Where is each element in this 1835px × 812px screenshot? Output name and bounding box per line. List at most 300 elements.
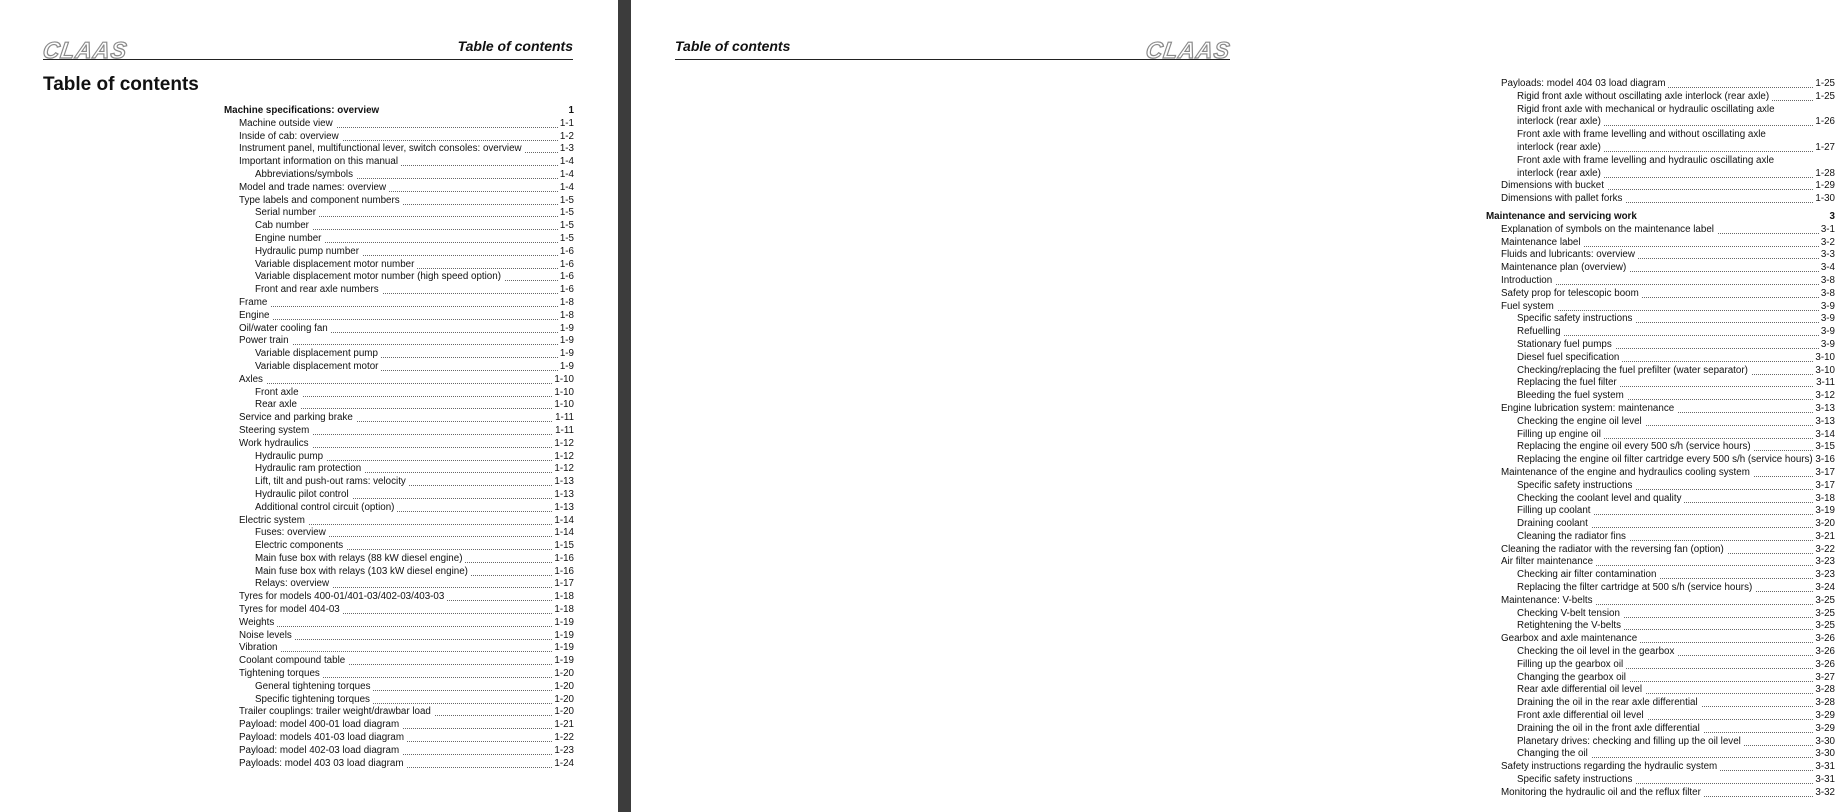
toc-entry[interactable] xyxy=(1486,736,1835,749)
toc-entry-page: 3-17 xyxy=(1815,479,1835,491)
toc-entry-page: 1-4 xyxy=(559,168,574,180)
toc-entry-page: 3-12 xyxy=(1815,390,1835,402)
toc-entry[interactable] xyxy=(224,604,574,617)
toc-entry-title: Hydraulic pilot control xyxy=(255,489,352,502)
toc-entry-title: Important information on this manual xyxy=(239,156,401,169)
toc-entry[interactable] xyxy=(224,182,574,195)
toc-list xyxy=(1486,78,1835,800)
toc-entry-page: 3-11 xyxy=(1816,377,1835,389)
toc-entry[interactable] xyxy=(1486,595,1835,608)
toc-entry-title: Additional control circuit (option) xyxy=(255,502,397,515)
toc-entry[interactable] xyxy=(1486,620,1835,633)
toc-entry[interactable] xyxy=(224,681,574,694)
toc-entry[interactable] xyxy=(1486,365,1835,378)
toc-entry-title: Cleaning the radiator with the reversing fan (option) xyxy=(1501,544,1727,557)
toc-entry-page: 1-10 xyxy=(554,399,574,411)
toc-entry[interactable] xyxy=(1486,748,1835,761)
toc-entry-title: Rear axle differential oil level xyxy=(1517,684,1645,697)
toc-entry[interactable] xyxy=(1486,608,1835,621)
toc-entry-title: Planetary drives: checking and filling up the oil level xyxy=(1517,736,1744,749)
toc-entry[interactable] xyxy=(1486,288,1835,301)
toc-entry-title: Diesel fuel specification xyxy=(1517,352,1622,365)
left-page xyxy=(0,0,618,812)
toc-entry[interactable] xyxy=(224,387,574,400)
toc-entry[interactable] xyxy=(224,578,574,591)
toc-entry-title: Fuses: overview xyxy=(255,527,329,540)
toc-entry-title: Cleaning the radiator fins xyxy=(1517,531,1629,544)
toc-entry[interactable] xyxy=(1486,390,1835,403)
toc-entry-page: 1 xyxy=(568,105,574,116)
toc-entry[interactable] xyxy=(1486,116,1835,129)
toc-entry-title: Checking V-belt tension xyxy=(1517,608,1623,621)
toc-entry-title: Maintenance and servicing work xyxy=(1486,211,1640,224)
toc-entry-title: Draining the oil in the rear axle differential xyxy=(1517,697,1701,710)
toc-entry[interactable] xyxy=(224,719,574,732)
toc-entry-page: 3-25 xyxy=(1815,594,1835,606)
toc-section-heading[interactable] xyxy=(1486,211,1835,224)
toc-entry-page: 3-9 xyxy=(1820,338,1835,350)
toc-entry[interactable] xyxy=(224,630,574,643)
toc-entry[interactable] xyxy=(224,310,574,323)
toc-entry-page: 1-22 xyxy=(554,732,574,744)
toc-entry[interactable] xyxy=(1486,155,1835,168)
toc-entry[interactable] xyxy=(1486,787,1835,800)
toc-entry[interactable] xyxy=(1486,556,1835,569)
toc-leader-dots xyxy=(239,319,574,320)
toc-entry-title: Safety prop for telescopic boom xyxy=(1501,288,1642,301)
toc-entry-title: Replacing the engine oil filter cartridge every 500 s/h (service hours) xyxy=(1517,454,1816,467)
toc-entry-title: Hydraulic ram protection xyxy=(255,463,364,476)
toc-entry-title: Replacing the filter cartridge at 500 s/h (service hours) xyxy=(1517,582,1755,595)
toc-entry[interactable] xyxy=(1486,467,1835,480)
toc-entry-page: 3-23 xyxy=(1815,569,1835,581)
toc-entry[interactable] xyxy=(1486,672,1835,685)
toc-entry[interactable] xyxy=(224,515,574,528)
toc-entry-page: 1-6 xyxy=(559,245,574,257)
toc-entry[interactable] xyxy=(1486,352,1835,365)
toc-entry-page: 1-17 xyxy=(554,578,574,590)
toc-entry-title: Explanation of symbols on the maintenance label xyxy=(1501,224,1717,237)
page-title: Table of contents xyxy=(43,74,199,95)
toc-leader-dots xyxy=(1517,335,1835,336)
toc-entry-page: 1-18 xyxy=(554,604,574,616)
toc-entry-title: Main fuse box with relays (103 kW diesel engine) xyxy=(255,566,471,579)
toc-entry-page: 3-19 xyxy=(1815,505,1835,517)
toc-entry-title: Service and parking brake xyxy=(239,412,356,425)
toc-entry[interactable] xyxy=(1486,249,1835,262)
toc-entry-title: Frame xyxy=(239,297,270,310)
toc-entry[interactable] xyxy=(224,451,574,464)
toc-entry-page: 1-9 xyxy=(559,360,574,372)
toc-entry-page: 1-16 xyxy=(554,552,574,564)
toc-entry-page: 3-31 xyxy=(1815,761,1835,773)
toc-entry[interactable] xyxy=(1486,633,1835,646)
toc-entry[interactable] xyxy=(1486,129,1835,142)
toc-entry[interactable] xyxy=(224,335,574,348)
toc-entry[interactable] xyxy=(1486,697,1835,710)
toc-entry[interactable] xyxy=(1486,723,1835,736)
toc-entry[interactable] xyxy=(1486,180,1835,193)
toc-entry[interactable] xyxy=(224,233,574,246)
toc-entry[interactable] xyxy=(1486,761,1835,774)
toc-entry-title: Main fuse box with relays (88 kW diesel engine) xyxy=(255,553,465,566)
toc-entry-title: Variable displacement motor number xyxy=(255,259,417,272)
toc-entry-title: Axles xyxy=(239,374,266,387)
toc-entry-title: Front axle xyxy=(255,387,302,400)
toc-entry[interactable] xyxy=(1486,684,1835,697)
toc-entry[interactable] xyxy=(1486,531,1835,544)
toc-entry-title: Relays: overview xyxy=(255,578,332,591)
toc-entry[interactable] xyxy=(224,118,574,131)
toc-entry-page: 3-20 xyxy=(1815,518,1835,530)
toc-entry-page: 1-4 xyxy=(559,181,574,193)
toc-entry-title: Payloads: model 403 03 load diagram xyxy=(239,758,406,771)
toc-entry-page: 1-6 xyxy=(559,284,574,296)
toc-entry-title: Lift, tilt and push-out rams: velocity xyxy=(255,476,409,489)
toc-entry[interactable] xyxy=(1486,505,1835,518)
toc-entry-page: 1-13 xyxy=(554,488,574,500)
toc-entry[interactable] xyxy=(224,374,574,387)
toc-entry-title: Retightening the V-belts xyxy=(1517,620,1624,633)
toc-entry[interactable] xyxy=(224,195,574,208)
toc-entry[interactable] xyxy=(224,412,574,425)
toc-entry-title: Specific safety instructions xyxy=(1517,313,1635,326)
toc-entry-title: Checking/replacing the fuel prefilter (water separator) xyxy=(1517,365,1751,378)
toc-list xyxy=(224,105,574,770)
toc-entry-title: Vibration xyxy=(239,642,281,655)
toc-entry-page: 1-19 xyxy=(554,616,574,628)
right-page xyxy=(631,0,1835,812)
toc-entry-page: 1-20 xyxy=(554,693,574,705)
toc-entry[interactable] xyxy=(224,438,574,451)
toc-entry[interactable] xyxy=(1486,104,1835,117)
toc-entry-page: 1-18 xyxy=(554,591,574,603)
toc-entry-page: 3-29 xyxy=(1815,722,1835,734)
toc-entry-title: Checking the coolant level and quality xyxy=(1517,493,1684,506)
toc-entry-title: Front axle with frame levelling and without oscillating axle xyxy=(1517,129,1769,142)
toc-entry-page: 3-30 xyxy=(1815,735,1835,747)
toc-entry-title: Payload: models 401-03 load diagram xyxy=(239,732,407,745)
toc-entry[interactable] xyxy=(1486,454,1835,467)
toc-entry[interactable] xyxy=(224,348,574,361)
toc-entry-page: 3-23 xyxy=(1815,556,1835,568)
toc-entry-page: 1-19 xyxy=(554,642,574,654)
toc-entry-title: Rigid front axle with mechanical or hydraulic oscillating axle xyxy=(1517,104,1778,117)
toc-entry[interactable] xyxy=(1486,774,1835,787)
toc-entry-page: 1-30 xyxy=(1815,193,1835,205)
toc-entry[interactable] xyxy=(1486,429,1835,442)
toc-entry-page: 1-13 xyxy=(554,501,574,513)
toc-entry-title: Engine lubrication system: maintenance xyxy=(1501,403,1677,416)
toc-entry-title: Changing the oil xyxy=(1517,748,1591,761)
toc-entry[interactable] xyxy=(1486,493,1835,506)
toc-entry[interactable] xyxy=(224,143,574,156)
toc-entry-title: Variable displacement pump xyxy=(255,348,381,361)
toc-entry-page: 1-4 xyxy=(559,156,574,168)
toc-entry-title: Instrument panel, multifunctional lever, switch consoles: overview xyxy=(239,143,525,156)
toc-entry-page: 1-19 xyxy=(554,629,574,641)
toc-entry[interactable] xyxy=(1486,659,1835,672)
toc-entry[interactable] xyxy=(1486,193,1835,206)
toc-entry-title: interlock (rear axle) xyxy=(1517,168,1604,181)
running-header: Table of contents xyxy=(675,38,791,54)
toc-entry-page: 1-27 xyxy=(1815,141,1835,153)
toc-entry[interactable] xyxy=(1486,91,1835,104)
toc-entry-page: 1-14 xyxy=(554,527,574,539)
toc-entry[interactable] xyxy=(224,156,574,169)
toc-entry[interactable] xyxy=(1486,275,1835,288)
toc-entry-title: Draining the oil in the front axle differential xyxy=(1517,723,1703,736)
toc-entry-page: 1-23 xyxy=(554,744,574,756)
toc-entry[interactable] xyxy=(224,732,574,745)
toc-entry[interactable] xyxy=(224,540,574,553)
toc-entry-page: 1-5 xyxy=(559,194,574,206)
toc-entry-title: Dimensions with pallet forks xyxy=(1501,193,1625,206)
toc-entry-page: 1-10 xyxy=(554,386,574,398)
toc-entry-page: 1-11 xyxy=(555,424,574,436)
toc-entry-page: 1-11 xyxy=(555,412,574,424)
toc-entry-page: 1-24 xyxy=(554,757,574,769)
toc-entry[interactable] xyxy=(224,745,574,758)
toc-entry[interactable] xyxy=(1486,237,1835,250)
toc-entry[interactable] xyxy=(1486,569,1835,582)
toc-leader-dots xyxy=(255,408,574,409)
toc-entry-page: 1-5 xyxy=(559,207,574,219)
toc-entry-page: 1-20 xyxy=(554,680,574,692)
toc-entry-page: 1-10 xyxy=(554,373,574,385)
toc-entry[interactable] xyxy=(1486,544,1835,557)
toc-entry-page: 3-4 xyxy=(1820,262,1835,274)
toc-entry[interactable] xyxy=(224,284,574,297)
toc-entry-title: Payloads: model 404 03 load diagram xyxy=(1501,78,1668,91)
toc-entry-title: Type labels and component numbers xyxy=(239,195,403,208)
toc-entry[interactable] xyxy=(1486,582,1835,595)
toc-entry[interactable] xyxy=(224,297,574,310)
page-divider xyxy=(618,0,631,812)
toc-entry-title: interlock (rear axle) xyxy=(1517,142,1604,155)
toc-entry-page: 3-29 xyxy=(1815,710,1835,722)
toc-entry-page: 3 xyxy=(1829,210,1835,222)
toc-entry[interactable] xyxy=(224,706,574,719)
toc-entry-page: 3-9 xyxy=(1820,300,1835,312)
toc-entry-title: Electric components xyxy=(255,540,346,553)
toc-entry-title: interlock (rear axle) xyxy=(1517,116,1604,129)
toc-entry[interactable] xyxy=(224,169,574,182)
toc-entry-page: 1-14 xyxy=(554,514,574,526)
toc-entry-page: 3-28 xyxy=(1815,684,1835,696)
toc-entry[interactable] xyxy=(224,425,574,438)
toc-entry-page: 3-13 xyxy=(1815,415,1835,427)
toc-entry[interactable] xyxy=(1486,518,1835,531)
toc-entry[interactable] xyxy=(224,527,574,540)
toc-entry-title: Inside of cab: overview xyxy=(239,131,342,144)
toc-entry[interactable] xyxy=(224,655,574,668)
toc-leader-dots xyxy=(239,626,574,627)
toc-entry-title: Checking the oil level in the gearbox xyxy=(1517,646,1677,659)
toc-entry[interactable] xyxy=(224,207,574,220)
toc-entry[interactable] xyxy=(1486,646,1835,659)
toc-entry[interactable] xyxy=(224,642,574,655)
toc-entry[interactable] xyxy=(1486,313,1835,326)
toc-section-heading[interactable] xyxy=(224,105,574,118)
running-header: Table of contents xyxy=(457,38,573,54)
toc-entry-title: Checking the engine oil level xyxy=(1517,416,1645,429)
toc-entry-title: Steering system xyxy=(239,425,312,438)
toc-entry[interactable] xyxy=(1486,480,1835,493)
toc-entry-page: 3-1 xyxy=(1820,223,1835,235)
toc-entry-page: 1-28 xyxy=(1815,167,1835,179)
toc-entry-title: Checking air filter contamination xyxy=(1517,569,1659,582)
toc-entry-page: 3-2 xyxy=(1820,236,1835,248)
toc-entry-title: Tyres for models 400-01/401-03/402-03/403-03 xyxy=(239,591,447,604)
toc-entry[interactable] xyxy=(1486,441,1835,454)
toc-entry-page: 1-12 xyxy=(554,450,574,462)
toc-entry-title: Maintenance label xyxy=(1501,237,1584,250)
toc-entry[interactable] xyxy=(1486,403,1835,416)
toc-entry[interactable] xyxy=(224,131,574,144)
toc-entry[interactable] xyxy=(1486,710,1835,723)
toc-entry-title: Weights xyxy=(239,617,277,630)
toc-entry-title: Maintenance: V-belts xyxy=(1501,595,1596,608)
toc-entry-title: General tightening torques xyxy=(255,681,373,694)
toc-entry-page: 1-25 xyxy=(1815,90,1835,102)
toc-entry-page: 3-26 xyxy=(1815,646,1835,658)
toc-entry-title: Cab number xyxy=(255,220,312,233)
toc-entry-title: Tightening torques xyxy=(239,668,323,681)
toc-entry-page: 3-26 xyxy=(1815,658,1835,670)
toc-entry[interactable] xyxy=(1486,142,1835,155)
toc-entry[interactable] xyxy=(1486,326,1835,339)
toc-entry-page: 1-9 xyxy=(559,335,574,347)
toc-entry-title: Filling up the gearbox oil xyxy=(1517,659,1626,672)
toc-entry[interactable] xyxy=(224,220,574,233)
toc-entry-title: Oil/water cooling fan xyxy=(239,323,331,336)
toc-entry[interactable] xyxy=(224,502,574,515)
toc-entry-page: 1-29 xyxy=(1815,180,1835,192)
toc-entry-page: 1-5 xyxy=(559,220,574,232)
toc-entry[interactable] xyxy=(1486,224,1835,237)
toc-entry-title: Refuelling xyxy=(1517,326,1564,339)
toc-entry[interactable] xyxy=(1486,339,1835,352)
toc-entry[interactable] xyxy=(224,259,574,272)
toc-entry-page: 1-1 xyxy=(559,117,574,129)
toc-entry[interactable] xyxy=(224,668,574,681)
toc-entry[interactable] xyxy=(224,553,574,566)
toc-entry[interactable] xyxy=(1486,262,1835,275)
toc-entry[interactable] xyxy=(1486,416,1835,429)
header-rule xyxy=(675,59,1230,60)
toc-entry-title: Model and trade names: overview xyxy=(239,182,389,195)
toc-entry-title: Maintenance plan (overview) xyxy=(1501,262,1629,275)
toc-leader-dots xyxy=(255,396,574,397)
toc-entry-page: 3-15 xyxy=(1815,441,1835,453)
toc-entry[interactable] xyxy=(224,399,574,412)
toc-entry-page: 3-8 xyxy=(1820,274,1835,286)
toc-entry[interactable] xyxy=(224,463,574,476)
toc-entry-page: 3-8 xyxy=(1820,287,1835,299)
toc-entry-title: Coolant compound table xyxy=(239,655,348,668)
toc-entry-page: 3-25 xyxy=(1815,607,1835,619)
toc-entry[interactable] xyxy=(224,566,574,579)
toc-entry-page: 3-30 xyxy=(1815,748,1835,760)
toc-entry-title: Electric system xyxy=(239,515,308,528)
toc-entry-page: 3-14 xyxy=(1815,428,1835,440)
toc-entry-title: Work hydraulics xyxy=(239,438,312,451)
toc-entry[interactable] xyxy=(224,323,574,336)
toc-entry-page: 3-16 xyxy=(1815,454,1835,466)
toc-entry-title: Specific safety instructions xyxy=(1517,774,1635,787)
toc-leader-dots xyxy=(239,651,574,652)
toc-entry-page: 3-32 xyxy=(1815,786,1835,798)
toc-entry-title: Monitoring the hydraulic oil and the reflux filter xyxy=(1501,787,1704,800)
toc-entry[interactable] xyxy=(1486,168,1835,181)
toc-entry-page: 1-15 xyxy=(554,540,574,552)
toc-entry-title: Air filter maintenance xyxy=(1501,556,1596,569)
toc-entry-page: 3-17 xyxy=(1815,466,1835,478)
toc-entry-page: 1-12 xyxy=(554,437,574,449)
toc-entry-page: 3-21 xyxy=(1815,530,1835,542)
toc-entry-title: Filling up engine oil xyxy=(1517,429,1604,442)
toc-entry-page: 1-20 xyxy=(554,706,574,718)
toc-entry[interactable] xyxy=(1486,78,1835,91)
toc-entry-title: Replacing the engine oil every 500 s/h (service hours) xyxy=(1517,441,1754,454)
toc-leader-dots xyxy=(239,306,574,307)
toc-entry-title: Payload: model 400-01 load diagram xyxy=(239,719,402,732)
toc-entry[interactable] xyxy=(224,361,574,374)
toc-entry-title: Introduction xyxy=(1501,275,1555,288)
toc-entry[interactable] xyxy=(224,271,574,284)
toc-entry-title: Engine xyxy=(239,310,273,323)
toc-entry-title: Machine specifications: overview xyxy=(224,105,382,118)
toc-entry-page: 1-3 xyxy=(559,143,574,155)
toc-entry-title: Front axle differential oil level xyxy=(1517,710,1647,723)
toc-entry-title: Filling up coolant xyxy=(1517,505,1594,518)
toc-entry-page: 1-12 xyxy=(554,463,574,475)
toc-entry-page: 3-26 xyxy=(1815,633,1835,645)
toc-entry-page: 1-5 xyxy=(559,232,574,244)
toc-entry-page: 3-18 xyxy=(1815,492,1835,504)
toc-entry[interactable] xyxy=(224,617,574,630)
toc-entry[interactable] xyxy=(1486,377,1835,390)
toc-entry-page: 3-31 xyxy=(1815,774,1835,786)
toc-leader-dots xyxy=(239,383,574,384)
toc-entry-title: Front axle with frame levelling and hydraulic oscillating axle xyxy=(1517,155,1777,168)
toc-entry[interactable] xyxy=(224,476,574,489)
toc-entry-title: Fuel system xyxy=(1501,301,1557,314)
toc-entry[interactable] xyxy=(1486,301,1835,314)
toc-entry-title: Bleeding the fuel system xyxy=(1517,390,1627,403)
toc-entry-page: 3-28 xyxy=(1815,697,1835,709)
toc-entry[interactable] xyxy=(224,694,574,707)
toc-entry-page: 3-10 xyxy=(1815,364,1835,376)
toc-entry-page: 1-25 xyxy=(1815,78,1835,89)
toc-entry-title: Safety instructions regarding the hydraulic system xyxy=(1501,761,1720,774)
toc-entry-page: 1-6 xyxy=(559,271,574,283)
toc-entry-title: Engine number xyxy=(255,233,324,246)
toc-entry-page: 3-10 xyxy=(1815,351,1835,363)
toc-entry[interactable] xyxy=(224,489,574,502)
toc-entry-page: 1-16 xyxy=(554,565,574,577)
toc-entry-title: Maintenance of the engine and hydraulics cooling system xyxy=(1501,467,1753,480)
toc-entry-page: 3-9 xyxy=(1820,326,1835,338)
toc-entry-page: 1-8 xyxy=(559,296,574,308)
toc-entry[interactable] xyxy=(224,758,574,771)
toc-entry[interactable] xyxy=(224,591,574,604)
toc-entry[interactable] xyxy=(224,246,574,259)
toc-entry-title: Serial number xyxy=(255,207,319,220)
toc-entry-page: 3-27 xyxy=(1815,671,1835,683)
toc-entry-title: Stationary fuel pumps xyxy=(1517,339,1615,352)
